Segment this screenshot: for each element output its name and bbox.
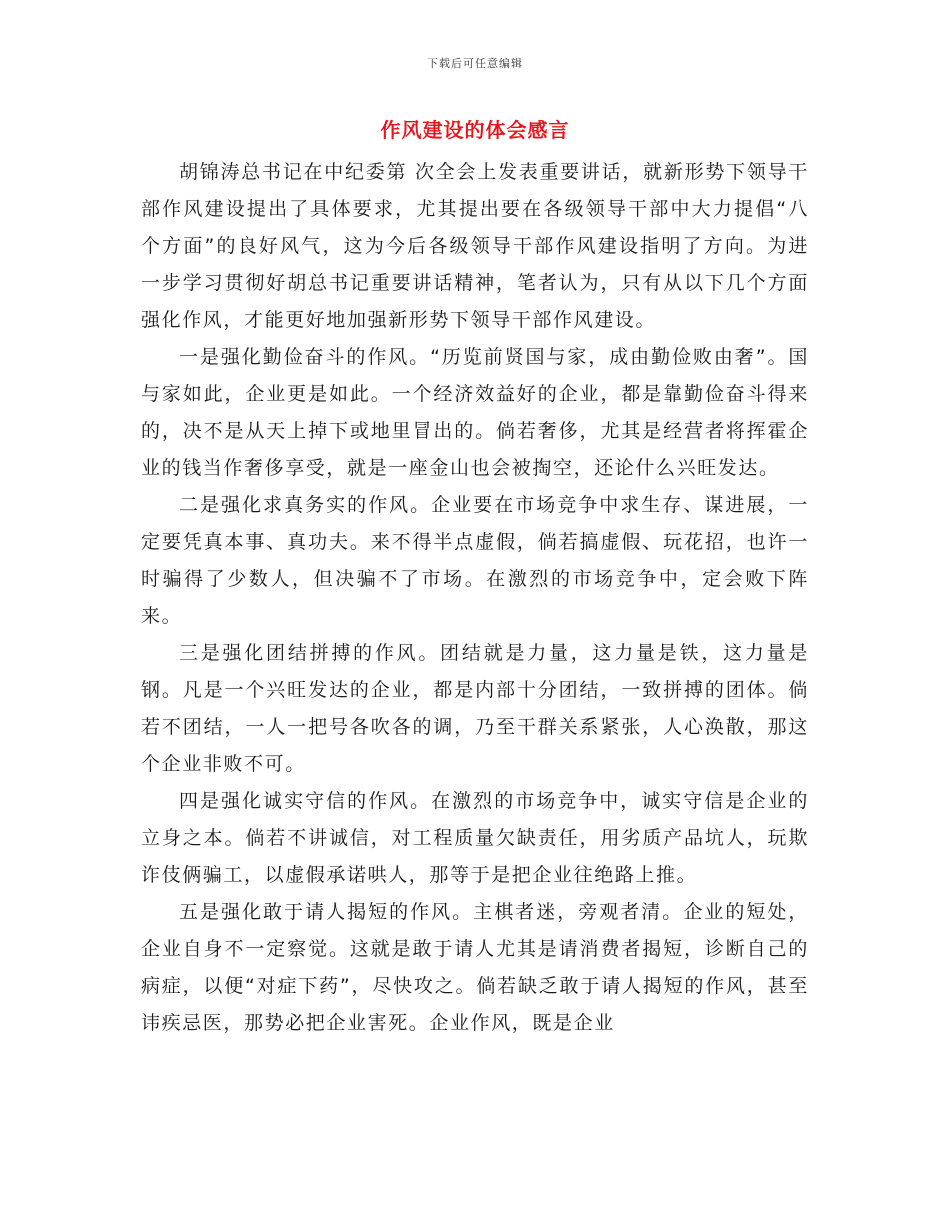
paragraph-point-3: 三是强化团结拼搏的作风。团结就是力量，这力量是铁，这力量是钢。凡是一个兴旺发达的企业，都是内部十分团结，一致拼搏的团体。倘若不团结，一人一把号各吹各的调，乃至干群关系紧张，人心涣散，那这个企业非败不可。 — [141, 642, 809, 775]
paragraph-point-1: 一是强化勤俭奋斗的作风。“历览前贤国与家，成由勤俭败由奢”。国与家如此，企业更是如此。一个经济效益好的企业，都是靠勤俭奋斗得来的，决不是从天上掉下或地里冒出的。倘若奢侈，尤其是经营者将挥霍企业的钱当作奢侈享受，就是一座金山也会被掏空，还论什么兴旺发达。 — [141, 346, 809, 479]
document-body — [141, 154, 809, 1042]
header-note: 下载后可任意编辑 — [427, 57, 523, 70]
document-title: 作风建设的体会感言 — [380, 118, 570, 142]
paragraph-point-2: 二是强化求真务实的作风。企业要在市场竞争中求生存、谋进展，一定要凭真本事、真功夫。来不得半点虚假，倘若搞虚假、玩花招，也许一时骗得了少数人，但决骗不了市场。在激烈的市场竞争中，定会败下阵来。 — [141, 494, 809, 627]
paragraph-point-5: 五是强化敢于请人揭短的作风。主棋者迷，旁观者清。企业的短处，企业自身不一定察觉。这就是敢于请人尤其是请消费者揭短，诊断自己的病症，以便“对症下药”，尽快攻之。倘若缺乏敢于请人揭短的作风，甚至讳疾忌医，那势必把企业害死。企业作风，既是企业 — [141, 901, 809, 1034]
paragraph-point-4: 四是强化诚实守信的作风。在激烈的市场竞争中，诚实守信是企业的立身之本。倘若不讲诚信，对工程质量欠缺责任，用劣质产品坑人，玩欺诈伎俩骗工，以虚假承诺哄人，那等于是把企业往绝路上推。 — [141, 790, 809, 886]
paragraph-intro: 胡锦涛总书记在中纪委第 次全会上发表重要讲话，就新形势下领导干部作风建设提出了具体要求，尤其提出要在各级领导干部中大力提倡“八个方面”的良好风气，这为今后各级领导干部作风建设指明了方向。为进一步学习贯彻好胡总书记重要讲话精神，笔者认为，只有从以下几个方面强化作风，才能更好地加强新形势下领导干部作风建设。 — [141, 161, 809, 331]
